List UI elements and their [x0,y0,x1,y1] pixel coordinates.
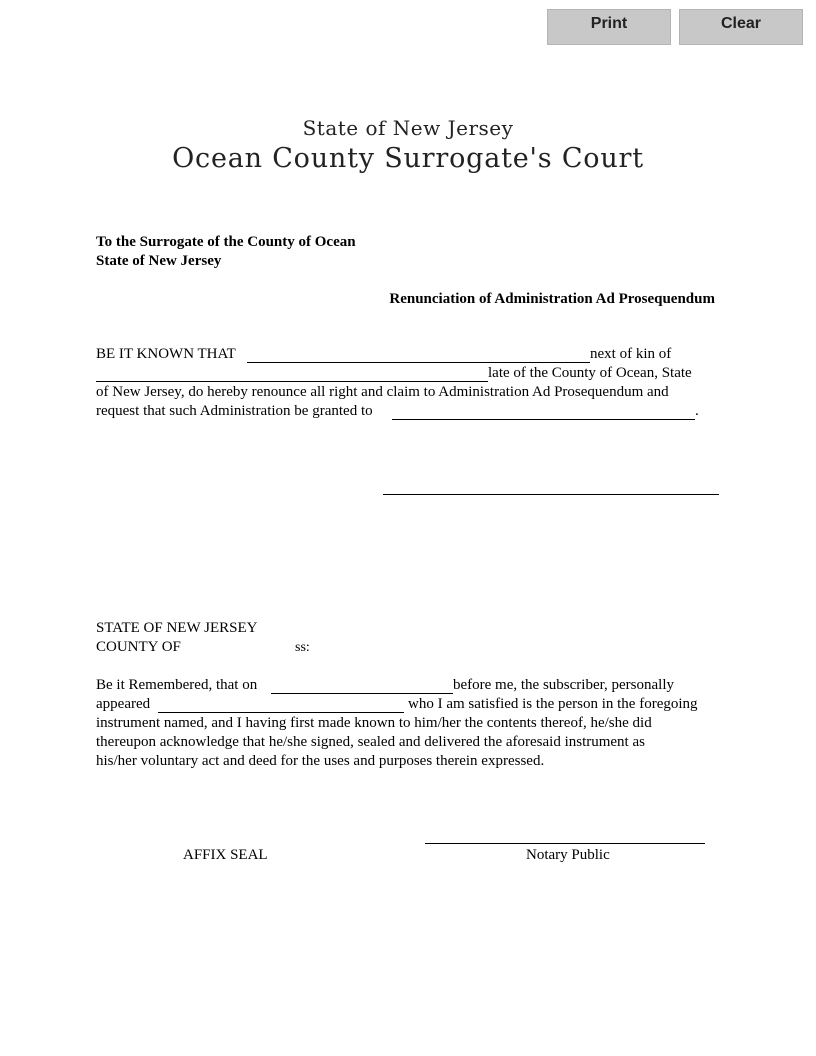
grantee-name-field[interactable] [392,419,695,420]
signature-line[interactable] [383,494,719,495]
state-heading: State of New Jersey [302,116,514,140]
next-of-kin-name-field[interactable] [247,362,590,363]
granted-to-label: request that such Administration be granted to [96,403,373,419]
period-mark: . [695,403,699,419]
venue-state: STATE OF NEW JERSEY [96,620,258,636]
late-of-county-label: late of the County of Ocean, State [488,365,692,381]
form-title: Renunciation of Administration Ad Prosequendum [389,291,715,307]
be-it-known-label: BE IT KNOWN THAT [96,346,236,362]
clear-button[interactable]: Clear [679,9,803,45]
address-line-1: To the Surrogate of the County of Ocean [96,234,356,250]
next-of-kin-label: next of kin of [590,346,672,362]
acknowledgment-date-field[interactable] [271,693,453,694]
appeared-label: appeared [96,696,151,712]
satisfied-label: who I am satisfied is the person in the foregoing [408,696,698,712]
decedent-name-field[interactable] [96,381,488,382]
print-button[interactable]: Print [547,9,671,45]
venue-ss: ss: [295,640,310,655]
renounce-text: of New Jersey, do hereby renounce all right and claim to Administration Ad Prosequendum and [96,384,669,400]
acknowledgment-line-4: thereupon acknowledge that he/she signed, sealed and delivered the aforesaid instrument as [96,734,645,750]
appeared-name-field[interactable] [158,712,404,713]
venue-county: COUNTY OF [96,639,181,655]
court-heading: Ocean County Surrogate's Court [172,143,644,174]
acknowledgment-line-5: his/her voluntary act and deed for the uses and purposes therein expressed. [96,753,545,769]
notary-public-label: Notary Public [526,847,610,863]
notary-signature-line[interactable] [425,843,705,844]
affix-seal-label: AFFIX SEAL [183,847,268,863]
address-line-2: State of New Jersey [96,253,222,269]
remembered-label: Be it Remembered, that on [96,677,258,693]
before-me-label: before me, the subscriber, personally [453,677,674,693]
acknowledgment-line-3: instrument named, and I having first made known to him/her the contents thereof, he/she did [96,715,652,731]
